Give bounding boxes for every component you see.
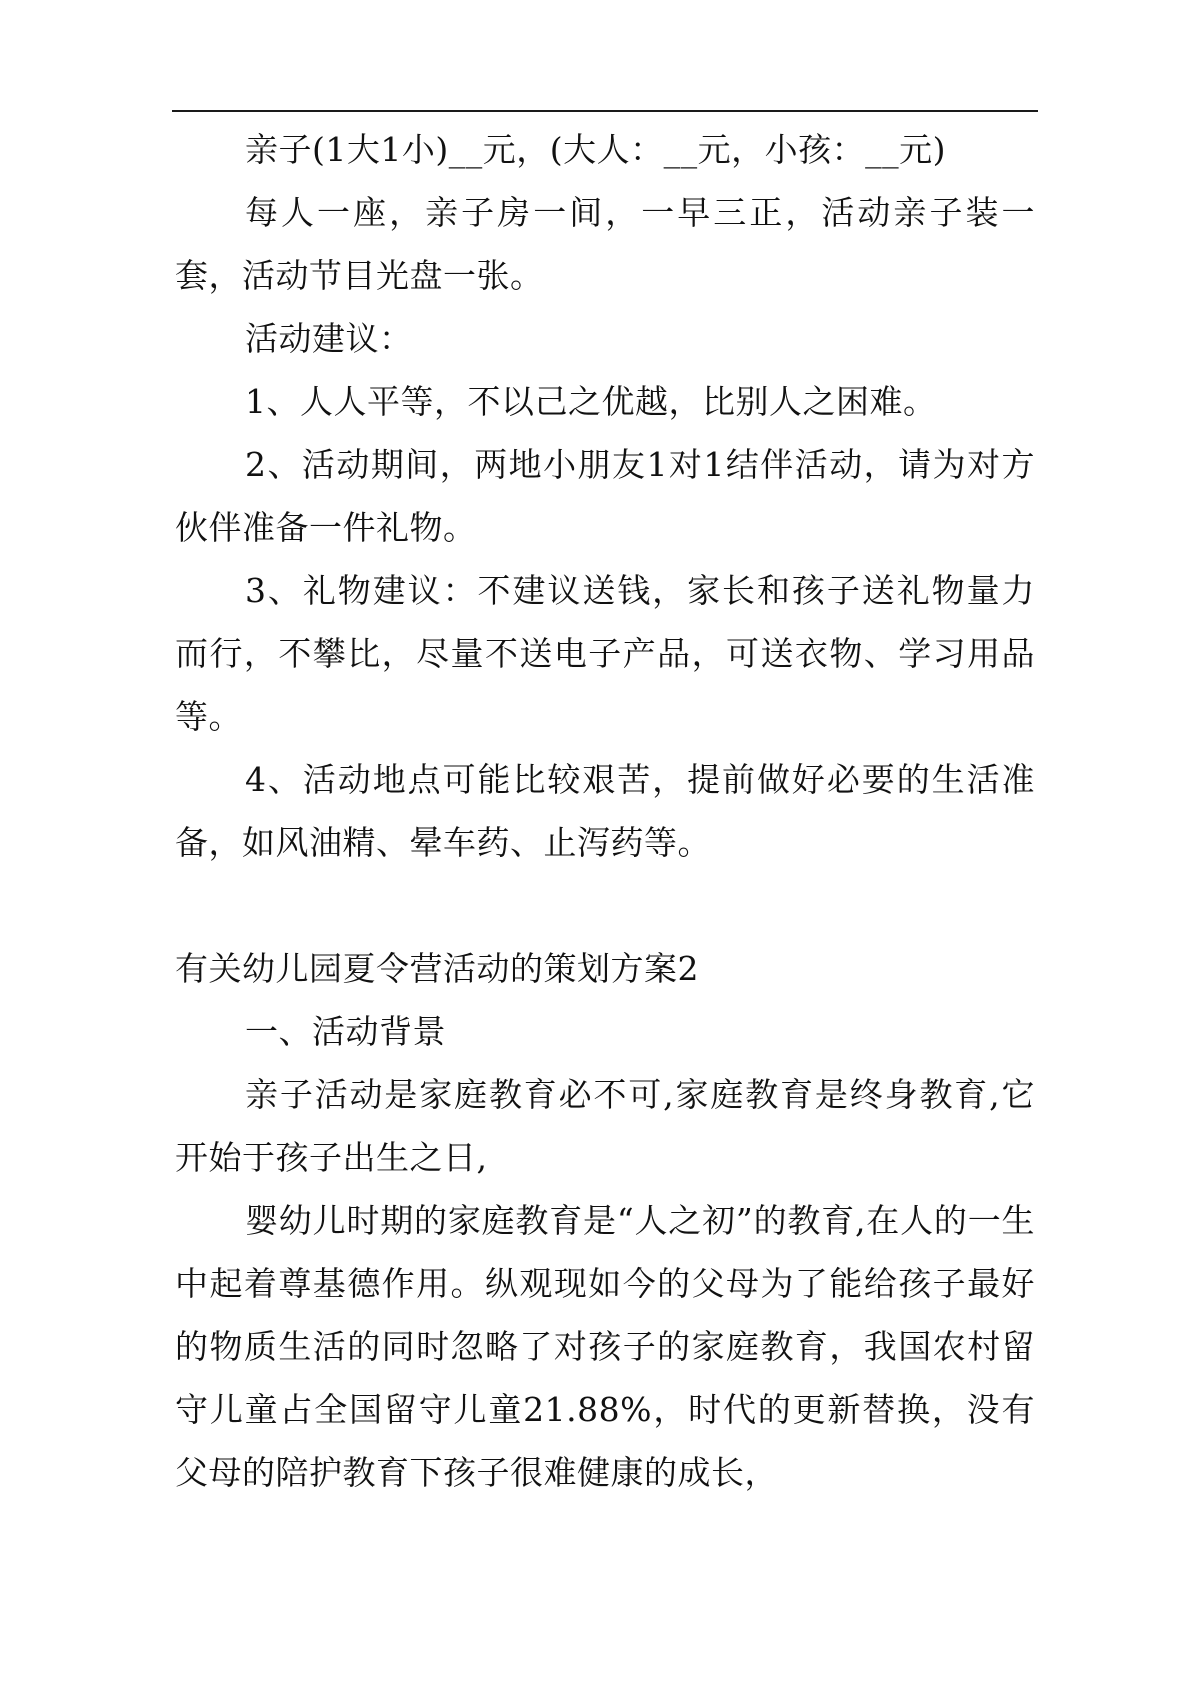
paragraph-suggestion-3: 3、礼物建议：不建议送钱，家长和孩子送礼物量力而行，不攀比，尽量不送电子产品，可送衣物、学习用品等。 [175, 571, 1035, 736]
document-body [175, 118, 1035, 1504]
header-rule [172, 110, 1038, 112]
paragraph-background-2: 婴幼儿时期的家庭教育是“人之初”的教育,在人的一生中起着尊基德作用。纵观现如今的父母为了能给孩子最好的物质生活的同时忽略了对孩子的家庭教育，我国农村留守儿童占全国留守儿童21.88%，时代的更新替换，没有父母的陪护教育下孩子很难健康的成长， [175, 1201, 1035, 1492]
paragraph-includes: 每人一座，亲子房一间，一早三正，活动亲子装一套，活动节目光盘一张。 [175, 193, 1035, 295]
paragraph-suggestions-heading: 活动建议： [245, 319, 413, 358]
paragraph-suggestion-1: 1、人人平等，不以己之优越，比别人之困难。 [245, 382, 937, 421]
section-title: 有关幼儿园夏令营活动的策划方案2 [175, 949, 699, 988]
section-heading: 一、活动背景 [245, 1012, 446, 1051]
paragraph-price: 亲子(1大1小)__元，(大人：__元，小孩：__元) [245, 130, 946, 169]
paragraph-suggestion-4: 4、活动地点可能比较艰苦，提前做好必要的生活准备，如风油精、晕车药、止泻药等。 [175, 760, 1035, 862]
paragraph-suggestion-2: 2、活动期间，两地小朋友1对1结伴活动，请为对方伙伴准备一件礼物。 [175, 445, 1035, 547]
paragraph-background-1: 亲子活动是家庭教育必不可,家庭教育是终身教育,它开始于孩子出生之日, [175, 1075, 1035, 1177]
